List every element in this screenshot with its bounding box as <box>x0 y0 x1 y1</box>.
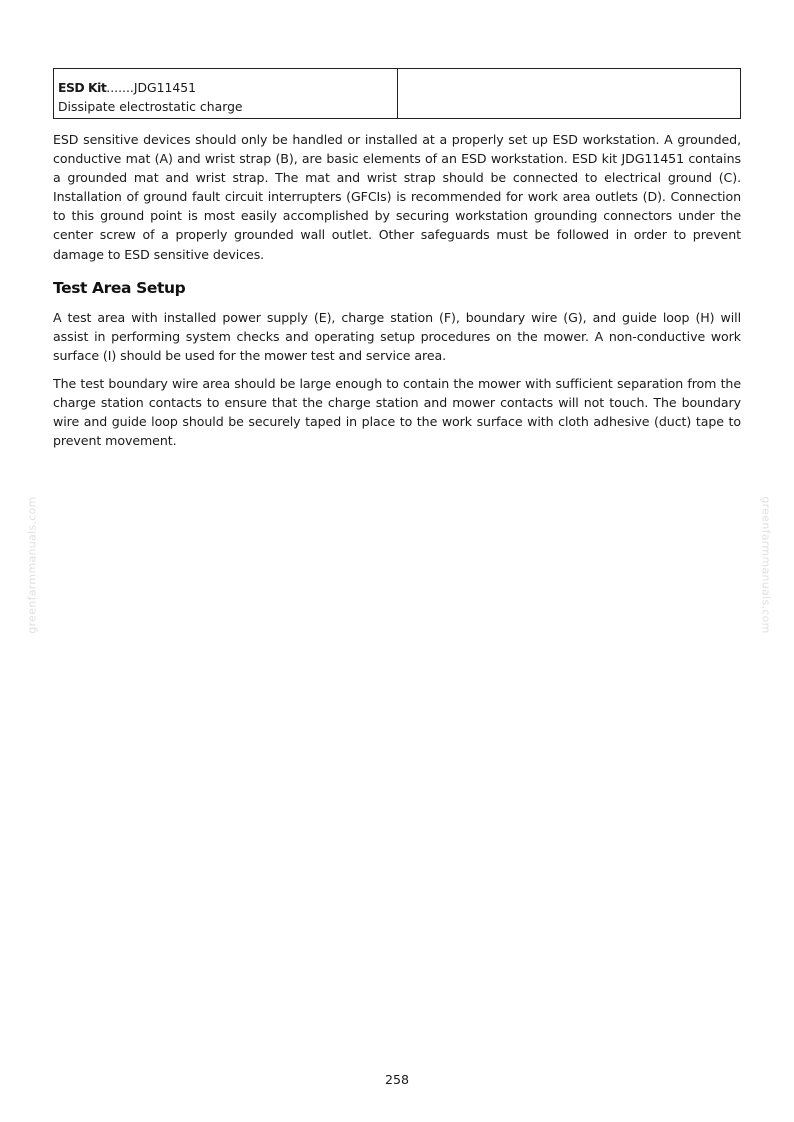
section-title: Test Area Setup <box>53 279 186 297</box>
tool-number: JDG11451 <box>133 80 197 95</box>
watermark-right: greenfarmmanuals.com <box>759 496 773 634</box>
tool-description: Dissipate electrostatic charge <box>58 99 243 114</box>
test-area-paragraph-2: The test boundary wire area should be large enough to contain the mower with sufficient separation from the charge station contacts to ensure that the charge station and mower contacts will not touch. The boundary wire and guide loop should be securely taped in place to the work surface with cloth adhesive (duct) tape to prevent movement. <box>53 376 741 449</box>
test-area-paragraph-1: A test area with installed power supply (E), charge station (F), boundary wire (G), and guide loop (H) will assist in performing system checks and operating setup procedures on the mower. A non-conductive work surface (I) should be used for the mower test and service area. <box>53 310 741 364</box>
watermark-left: greenfarmmanuals.com <box>25 496 39 634</box>
esd-intro-paragraph: ESD sensitive devices should only be handled or installed at a properly set up ESD workstation. A grounded, conductive mat (A) and wrist strap (B), are basic elements of an ESD workstation. ESD kit JDG11451 contains a grounded mat and wrist strap. The mat and wrist strap should be connected to electrical ground (C). Installation of ground fault circuit interrupters (GFCIs) is recommended for work area outlets (D). Connection to this ground point is most easily accomplished by securing workstation grounding connectors under the center screw of a properly grounded wall outlet. Other safeguards must be followed in order to prevent damage to ESD sensitive devices. <box>53 132 741 262</box>
empty-cell <box>398 69 740 118</box>
tool-dots: ....... <box>106 80 134 95</box>
tool-cell <box>54 69 398 118</box>
page-number: 258 <box>384 1072 410 1087</box>
tool-name: ESD Kit <box>58 80 107 95</box>
tool-line <box>58 78 393 97</box>
tool-table <box>53 68 741 119</box>
